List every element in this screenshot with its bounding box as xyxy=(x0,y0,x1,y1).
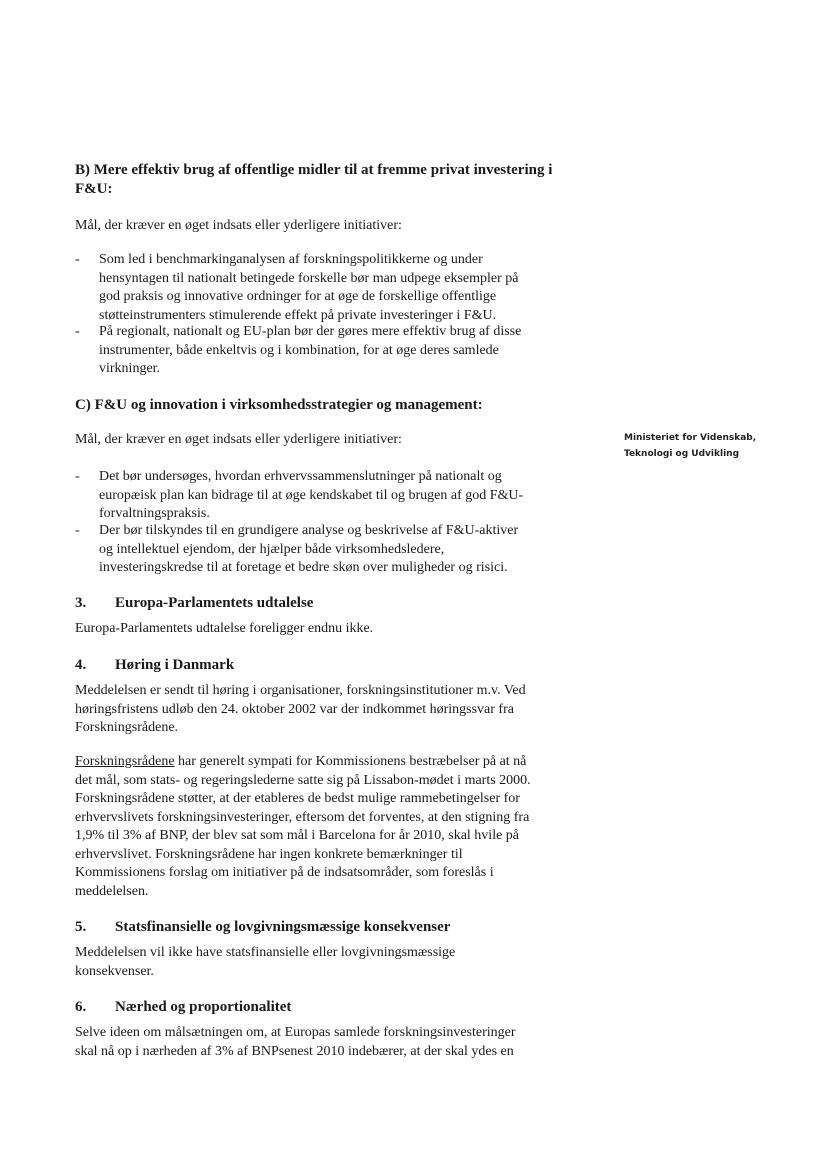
section-b-heading xyxy=(75,161,552,199)
section-6-text xyxy=(75,1024,590,1061)
paragraph-line xyxy=(75,753,590,772)
paragraph-line: meddelelsen. xyxy=(75,883,149,899)
bullet-line: investeringskredse til at foretage et bedre skøn over muligheder og risici. xyxy=(99,560,508,575)
section-b-heading-line: F&U: xyxy=(75,181,113,197)
paragraph-line: det mål, som stats- og regeringslederne satte sig på Lissabon-mødet i marts 2000. xyxy=(75,772,531,788)
section-c-intro: Mål, der kræver en øget indsats eller yderligere initiativer: xyxy=(75,432,402,447)
section-number: 3. xyxy=(75,595,87,611)
forskningsraadene-underlined: Forskningsrådene xyxy=(75,754,175,769)
section-number: 6. xyxy=(75,999,87,1015)
section-c-bullet xyxy=(75,522,590,578)
paragraph-line: Forskningsrådene støtter, at der etableres de bedst mulige rammebetingelser for xyxy=(75,791,520,806)
section-5-heading xyxy=(75,918,450,937)
bullet-text xyxy=(99,251,590,325)
bullet-dash: - xyxy=(75,523,80,538)
bullet-line: På regionalt, nationalt og EU-plan bør der gøres mere effektiv brug af disse xyxy=(99,324,522,339)
section-4-heading xyxy=(75,656,234,675)
paragraph-line: skal nå op i nærheden af 3% af BNPsenest 2010 indebærer, at der skal ydes en xyxy=(75,1043,514,1059)
section-number: 5. xyxy=(75,919,87,935)
section-3-heading xyxy=(75,594,313,613)
bullet-line: og intellektuel ejendom, der hjælper både virksomhedsledere, xyxy=(99,541,445,557)
bullet-text xyxy=(99,522,590,578)
section-3-text: Europa-Parlamentets udtalelse foreligger endnu ikke. xyxy=(75,621,374,636)
bullet-line: hensyntagen til nationalt betingede forskelle bør man udpege eksempler på xyxy=(99,270,519,286)
section-c-heading: C) F&U og innovation i virksomhedsstrategier og management: xyxy=(75,397,483,413)
ministry-label-line: Teknologi og Udvikling xyxy=(624,449,740,459)
paragraph-line: Meddelelsen er sendt til høring i organisationer, forskningsinstitutioner m.v. Ved xyxy=(75,683,526,698)
bullet-line: forvaltningspraksis. xyxy=(99,506,210,521)
paragraph-line: Selve ideen om målsætningen om, at Europas samlede forskningsinvesteringer xyxy=(75,1025,516,1040)
bullet-line: Som led i benchmarkinganalysen af forskningspolitikkerne og under xyxy=(99,252,483,267)
paragraph-line: erhvervslivets forskningsinvesteringer, eftersom det forventes, at den stigning fra xyxy=(75,809,530,825)
section-b-intro: Mål, der kræver en øget indsats eller yderligere initiativer: xyxy=(75,218,402,233)
section-c-bullet xyxy=(75,468,590,524)
section-title: Statsfinansielle og lovgivningsmæssige konsekvenser xyxy=(115,919,451,935)
paragraph-line-rest: har generelt sympati for Kommissionens bestræbelser på at nå xyxy=(174,754,527,769)
paragraph-line: erhvervslivet. Forskningsrådene har ingen konkrete bemærkninger til xyxy=(75,846,463,862)
section-title: Høring i Danmark xyxy=(115,657,235,673)
bullet-dash: - xyxy=(75,324,80,339)
bullet-line: støtteinstrumenters stimulerende effekt på private investeringer i F&U. xyxy=(99,307,497,323)
section-6-heading xyxy=(75,998,291,1017)
section-b-bullet xyxy=(75,251,590,325)
section-4-paragraph-1 xyxy=(75,682,590,738)
paragraph-line: Kommissionens forslag om initiativer på de indsatsområder, som foreslås i xyxy=(75,865,494,880)
bullet-line: europæisk plan kan bidrage til at øge kendskabet til og brugen af god F&U- xyxy=(99,487,524,503)
section-5-text xyxy=(75,944,590,981)
ministry-label-line: Ministeriet for Videnskab, xyxy=(624,433,757,443)
paragraph-line: 1,9% til 3% af BNP, der blev sat som mål i Barcelona for år 2010, skal hvile på xyxy=(75,828,520,843)
bullet-text xyxy=(99,468,590,524)
paragraph-line: Forskningsrådene. xyxy=(75,720,179,735)
ministry-label xyxy=(624,430,804,462)
bullet-line: virkninger. xyxy=(99,361,161,376)
bullet-text xyxy=(99,323,590,379)
bullet-line: Der bør tilskyndes til en grundigere analyse og beskrivelse af F&U-aktiver xyxy=(99,523,519,538)
bullet-line: god praksis og innovative ordninger for at øge de forskellige offentlige xyxy=(99,289,497,304)
section-title: Nærhed og proportionalitet xyxy=(115,999,292,1015)
bullet-line: Det bør undersøges, hvordan erhvervssammenslutninger på nationalt og xyxy=(99,469,502,484)
paragraph-line: konsekvenser. xyxy=(75,963,154,979)
section-title: Europa-Parlamentets udtalelse xyxy=(115,595,314,611)
paragraph-line: Meddelelsen vil ikke have statsfinansielle eller lovgivningsmæssige xyxy=(75,945,456,960)
section-b-bullet xyxy=(75,323,590,379)
section-4-paragraph-2 xyxy=(75,753,590,901)
paragraph-line: høringsfristens udløb den 24. oktober 2002 var der indkommet høringssvar fra xyxy=(75,701,514,717)
bullet-line: instrumenter, både enkeltvis og i kombination, for at øge deres samlede xyxy=(99,342,499,358)
section-number: 4. xyxy=(75,657,87,673)
bullet-dash: - xyxy=(75,469,80,484)
bullet-dash: - xyxy=(75,252,80,267)
section-b-heading-line: B) Mere effektiv brug af offentlige midler til at fremme privat investering i xyxy=(75,162,553,178)
